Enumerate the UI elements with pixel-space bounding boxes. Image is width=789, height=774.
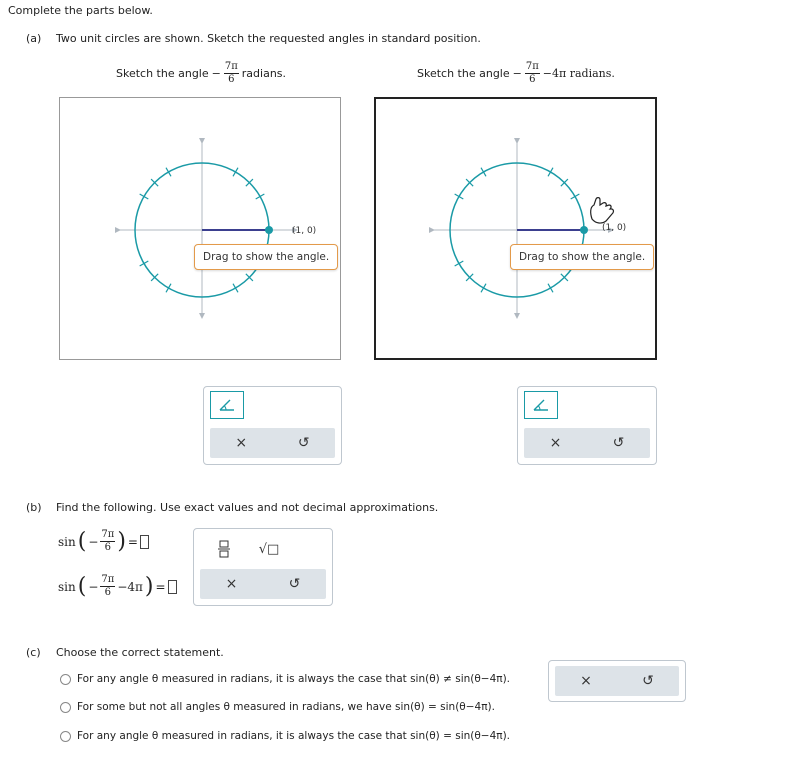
- left-prompt-fraction: [224, 62, 239, 85]
- q2-tail: −4π: [117, 579, 143, 594]
- part-b-toolbox-actions: [200, 569, 326, 599]
- part-b-clear-button[interactable]: ×: [225, 576, 238, 592]
- part-c-label: (c): [26, 646, 41, 659]
- q2-equals: =: [155, 579, 166, 594]
- left-drag-callout: Drag to show the angle.: [194, 244, 338, 270]
- part-b-undo-button[interactable]: ↺: [288, 576, 301, 592]
- left-frac-num: 7π: [224, 61, 238, 72]
- part-a-label: (a): [26, 32, 42, 45]
- right-unit-circle-panel[interactable]: [374, 97, 657, 360]
- q2-neg: −: [88, 579, 99, 594]
- part-c-text: Choose the correct statement.: [56, 646, 224, 659]
- circle-tick: [455, 194, 464, 199]
- part-b-text: Find the following. Use exact values and not decimal approximations.: [56, 501, 439, 514]
- q1-fn: sin: [58, 534, 76, 549]
- q1-den: 6: [104, 542, 112, 553]
- left-drag-point[interactable]: [265, 226, 273, 234]
- angle-icon: [532, 398, 550, 412]
- part-c-toolbox-actions: [555, 666, 679, 696]
- circle-tick: [256, 194, 265, 199]
- right-toolbox-actions: [524, 428, 650, 458]
- sin-question-2: [58, 575, 177, 598]
- left-angle-prompt: [116, 62, 286, 85]
- right-prompt-prefix: Sketch the angle: [417, 67, 510, 80]
- option-2-label: For some but not all angles θ measured in radians, we have sin(θ) = sin(θ−4π).: [77, 701, 495, 713]
- sqrt-tool-button[interactable]: √□: [258, 541, 280, 557]
- option-3-radio[interactable]: [60, 731, 71, 742]
- left-prompt-suffix: radians.: [241, 67, 287, 80]
- hand-cursor-icon: [591, 198, 614, 223]
- left-prompt-prefix: Sketch the angle: [116, 67, 209, 80]
- right-drag-point[interactable]: [580, 226, 588, 234]
- left-toolbox: [203, 386, 342, 465]
- right-angle-tool-button[interactable]: [524, 391, 558, 419]
- right-unit-circle-graph[interactable]: [376, 99, 655, 358]
- circle-tick: [571, 194, 580, 199]
- option-2-radio[interactable]: [60, 702, 71, 713]
- left-point-label: (1, 0): [292, 226, 317, 236]
- q2-close-paren: ): [144, 573, 154, 599]
- left-clear-button[interactable]: ×: [235, 435, 248, 451]
- option-2[interactable]: [60, 701, 495, 713]
- circle-tick: [548, 284, 553, 293]
- option-3[interactable]: [60, 730, 510, 742]
- circle-tick: [140, 261, 149, 266]
- q1-answer-input[interactable]: [140, 535, 149, 549]
- part-b-toolbox: [193, 528, 333, 606]
- circle-tick: [166, 284, 171, 293]
- part-c-toolbox: [548, 660, 686, 702]
- left-unit-circle-graph[interactable]: [60, 98, 340, 359]
- right-toolbox: [517, 386, 657, 465]
- right-prompt-neg: −: [512, 67, 522, 80]
- instructions: Complete the parts below.: [8, 4, 153, 17]
- right-undo-button[interactable]: ↺: [612, 435, 625, 451]
- left-angle-tool-button[interactable]: [210, 391, 244, 419]
- q1-equals: =: [127, 534, 138, 549]
- q2-fraction: [100, 575, 115, 598]
- circle-tick: [481, 168, 486, 177]
- circle-tick: [140, 194, 149, 199]
- right-prompt-fraction: [525, 62, 540, 85]
- q2-open-paren: (: [77, 573, 87, 599]
- left-prompt-neg: −: [211, 67, 221, 80]
- part-b-label: (b): [26, 501, 42, 514]
- q2-den: 6: [104, 587, 112, 598]
- right-drag-callout: Drag to show the angle.: [510, 244, 654, 270]
- right-frac-num: 7π: [525, 61, 539, 72]
- left-undo-button[interactable]: ↺: [297, 435, 310, 451]
- option-3-label: For any angle θ measured in radians, it is always the case that sin(θ) = sin(θ−4π).: [77, 730, 511, 742]
- option-1-radio[interactable]: [60, 674, 71, 685]
- circle-tick: [481, 284, 486, 293]
- q1-num: 7π: [101, 529, 115, 540]
- q1-close-paren: ): [117, 528, 126, 554]
- right-clear-button[interactable]: ×: [549, 435, 562, 451]
- q2-answer-input[interactable]: [168, 580, 177, 594]
- q1-fraction: [100, 530, 115, 553]
- option-1[interactable]: [60, 673, 510, 685]
- q1-open-paren: (: [77, 528, 87, 554]
- q1-neg: −: [88, 534, 99, 549]
- q2-num: 7π: [101, 574, 115, 585]
- q2-fn: sin: [58, 579, 76, 594]
- left-frac-den: 6: [228, 74, 235, 85]
- left-toolbox-actions: [210, 428, 335, 458]
- right-frac-den: 6: [529, 74, 536, 85]
- fraction-icon: [218, 540, 230, 558]
- circle-tick: [166, 168, 171, 177]
- part-c-clear-button[interactable]: ×: [580, 673, 592, 689]
- right-prompt-suffix: −4π radians.: [542, 67, 615, 80]
- option-1-label: For any angle θ measured in radians, it is always the case that sin(θ) ≠ sin(θ−4π).: [77, 673, 511, 685]
- sin-question-1: [58, 530, 149, 553]
- circle-tick: [233, 284, 238, 293]
- circle-tick: [548, 168, 553, 177]
- left-unit-circle-panel[interactable]: [59, 97, 341, 360]
- fraction-tool-button[interactable]: [212, 537, 236, 561]
- part-c-undo-button[interactable]: ↺: [642, 673, 654, 689]
- angle-icon: [218, 398, 236, 412]
- right-point-label: (1, 0): [602, 223, 627, 233]
- circle-tick: [233, 168, 238, 177]
- part-a-text: Two unit circles are shown. Sketch the requested angles in standard position.: [56, 32, 481, 45]
- right-angle-prompt: [417, 62, 615, 85]
- circle-tick: [455, 261, 464, 266]
